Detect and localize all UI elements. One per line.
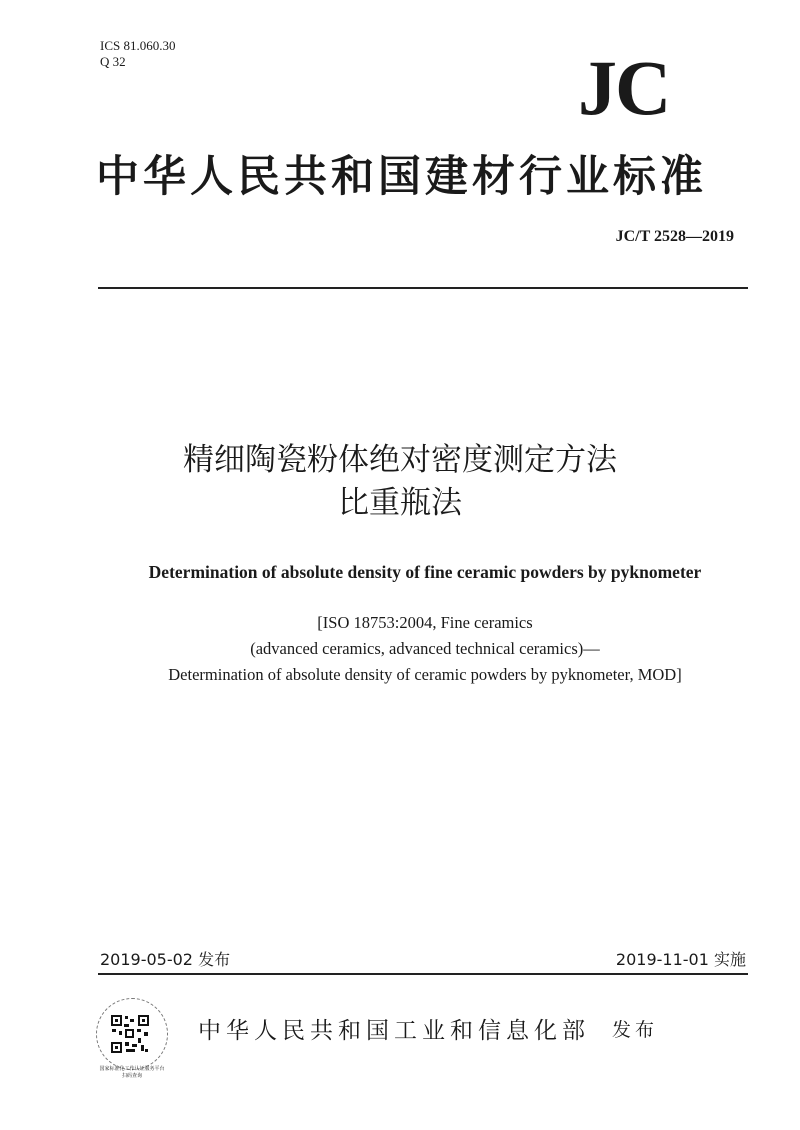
publish-date: 2019-05-02 发布 (100, 950, 231, 969)
title-english: Determination of absolute density of fine ceramic powders by pyknometer (148, 562, 702, 582)
header-divider (98, 287, 748, 289)
title-chinese-line2: 比重瓶法 (338, 485, 462, 521)
implementation-date: 2019-11-01 实施 (615, 950, 746, 969)
standard-number: JC/T 2528—2019 (615, 228, 734, 245)
ics-code-block (100, 38, 175, 70)
iso-reference-line2: (advanced ceramics, advanced technical ceramics)— (250, 639, 600, 658)
seal-caption (94, 1066, 170, 1080)
iso-reference (0, 610, 800, 688)
title-chinese-line1: 精细陶瓷粉体绝对密度测定方法 (183, 442, 617, 478)
iso-reference-line1: [ISO 18753:2004, Fine ceramics (317, 613, 533, 632)
footer-divider (98, 973, 748, 975)
qr-code-icon (110, 1014, 150, 1054)
seal-caption-line2: 扫码查询 (121, 1073, 142, 1079)
ics-code: ICS 81.060.30 (100, 38, 176, 53)
ccs-code: Q 32 (100, 54, 126, 69)
seal-caption-line1: 国家标准化工作认证服务平台 (99, 1066, 165, 1072)
issue-verb: 发布 (612, 1019, 659, 1041)
issuing-authority: 中华人民共和国工业和信息化部 (198, 1018, 590, 1043)
jc-logo: JC (578, 44, 670, 131)
organization-title: 中华人民共和国建材行业标准 (96, 154, 707, 201)
iso-reference-line3: Determination of absolute density of ceramic powders by pyknometer, MOD] (168, 665, 682, 684)
